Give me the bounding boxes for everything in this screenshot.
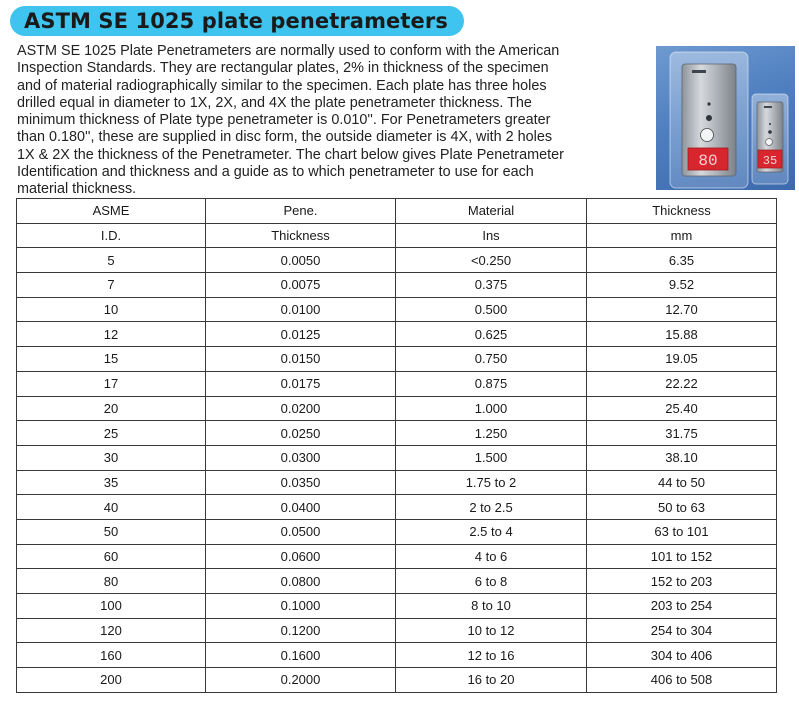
cell-asme-id: 15 bbox=[17, 347, 206, 372]
table-row bbox=[17, 273, 777, 298]
plate-label-small: 35 bbox=[762, 154, 778, 168]
table-row bbox=[17, 618, 777, 643]
table-row bbox=[17, 248, 777, 273]
cell-thickness-mm: 19.05 bbox=[587, 347, 777, 372]
table-row bbox=[17, 594, 777, 619]
plate-label-large: 80 bbox=[698, 152, 718, 170]
cell-pene-thickness: 0.0175 bbox=[206, 371, 396, 396]
table-row bbox=[17, 396, 777, 421]
cell-thickness-mm: 22.22 bbox=[587, 371, 777, 396]
cell-pene-thickness: 0.0150 bbox=[206, 347, 396, 372]
intro-line: 1X & 2X the thickness of the Penetrameter. The chart below gives Plate Penetrameter bbox=[17, 146, 564, 163]
cell-thickness-mm: 15.88 bbox=[587, 322, 777, 347]
cell-material-ins: 8 to 10 bbox=[396, 594, 587, 619]
cell-thickness-mm: 12.70 bbox=[587, 297, 777, 322]
cell-pene-thickness: 0.0050 bbox=[206, 248, 396, 273]
cell-thickness-mm: 63 to 101 bbox=[587, 519, 777, 544]
page-title-banner bbox=[10, 6, 464, 36]
header-cell-material-ins: Material bbox=[396, 199, 587, 224]
cell-material-ins: 2 to 2.5 bbox=[396, 495, 587, 520]
cell-material-ins: 1.500 bbox=[396, 445, 587, 470]
cell-material-ins: 1.75 to 2 bbox=[396, 470, 587, 495]
cell-pene-thickness: 0.1000 bbox=[206, 594, 396, 619]
table-row bbox=[17, 322, 777, 347]
penetrameter-photo bbox=[656, 46, 795, 190]
table-row bbox=[17, 347, 777, 372]
cell-thickness-mm: 152 to 203 bbox=[587, 569, 777, 594]
cell-thickness-mm: 9.52 bbox=[587, 273, 777, 298]
intro-paragraph bbox=[17, 43, 649, 199]
cell-thickness-mm: 50 to 63 bbox=[587, 495, 777, 520]
cell-pene-thickness: 0.0125 bbox=[206, 322, 396, 347]
cell-asme-id: 60 bbox=[17, 544, 206, 569]
intro-line: and of material radiographically similar to the specimen. Each plate has three holes bbox=[17, 77, 547, 94]
header-cell-pene-thickness: Pene. bbox=[206, 199, 396, 224]
cell-pene-thickness: 0.1600 bbox=[206, 643, 396, 668]
table-row bbox=[17, 643, 777, 668]
penetrameter-table bbox=[16, 198, 777, 693]
table-row bbox=[17, 371, 777, 396]
cell-asme-id: 20 bbox=[17, 396, 206, 421]
header-cell-asme-id: ASME bbox=[17, 199, 206, 224]
cell-material-ins: 0.875 bbox=[396, 371, 587, 396]
table-row bbox=[17, 470, 777, 495]
cell-asme-id: 7 bbox=[17, 273, 206, 298]
cell-thickness-mm: 406 to 508 bbox=[587, 668, 777, 693]
table-row bbox=[17, 421, 777, 446]
header-cell-pene-thickness: Thickness bbox=[206, 223, 396, 248]
table-row bbox=[17, 495, 777, 520]
cell-material-ins: 0.750 bbox=[396, 347, 587, 372]
penetrameter-table-container bbox=[16, 198, 776, 693]
cell-material-ins: 10 to 12 bbox=[396, 618, 587, 643]
cell-material-ins: <0.250 bbox=[396, 248, 587, 273]
intro-line: drilled equal in diameter to 1X, 2X, and 4X the plate penetrameter thickness. The bbox=[17, 94, 532, 111]
cell-pene-thickness: 0.0200 bbox=[206, 396, 396, 421]
cell-asme-id: 35 bbox=[17, 470, 206, 495]
cell-thickness-mm: 304 to 406 bbox=[587, 643, 777, 668]
intro-line: Inspection Standards. They are rectangular plates, 2% in thickness of the specimen bbox=[17, 60, 549, 77]
cell-asme-id: 5 bbox=[17, 248, 206, 273]
cell-pene-thickness: 0.0350 bbox=[206, 470, 396, 495]
cell-pene-thickness: 0.0500 bbox=[206, 519, 396, 544]
cell-asme-id: 160 bbox=[17, 643, 206, 668]
cell-material-ins: 4 to 6 bbox=[396, 544, 587, 569]
cell-material-ins: 1.250 bbox=[396, 421, 587, 446]
cell-thickness-mm: 38.10 bbox=[587, 445, 777, 470]
table-row bbox=[17, 297, 777, 322]
table-header-row bbox=[17, 223, 777, 248]
cell-asme-id: 12 bbox=[17, 322, 206, 347]
cell-material-ins: 0.625 bbox=[396, 322, 587, 347]
cell-thickness-mm: 31.75 bbox=[587, 421, 777, 446]
cell-pene-thickness: 0.0600 bbox=[206, 544, 396, 569]
intro-line: ASTM SE 1025 Plate Penetrameters are normally used to conform with the American bbox=[17, 43, 560, 59]
cell-pene-thickness: 0.0100 bbox=[206, 297, 396, 322]
intro-line: material thickness. bbox=[17, 181, 137, 198]
cell-pene-thickness: 0.2000 bbox=[206, 668, 396, 693]
cell-pene-thickness: 0.0800 bbox=[206, 569, 396, 594]
cell-material-ins: 0.500 bbox=[396, 297, 587, 322]
cell-asme-id: 25 bbox=[17, 421, 206, 446]
header-cell-asme-id: I.D. bbox=[17, 223, 206, 248]
cell-material-ins: 2.5 to 4 bbox=[396, 519, 587, 544]
cell-thickness-mm: 254 to 304 bbox=[587, 618, 777, 643]
cell-pene-thickness: 0.0250 bbox=[206, 421, 396, 446]
cell-material-ins: 0.375 bbox=[396, 273, 587, 298]
cell-asme-id: 50 bbox=[17, 519, 206, 544]
table-header-row bbox=[17, 199, 777, 224]
cell-thickness-mm: 203 to 254 bbox=[587, 594, 777, 619]
cell-asme-id: 120 bbox=[17, 618, 206, 643]
cell-pene-thickness: 0.0400 bbox=[206, 495, 396, 520]
cell-asme-id: 40 bbox=[17, 495, 206, 520]
cell-pene-thickness: 0.0075 bbox=[206, 273, 396, 298]
cell-thickness-mm: 44 to 50 bbox=[587, 470, 777, 495]
cell-pene-thickness: 0.1200 bbox=[206, 618, 396, 643]
cell-asme-id: 30 bbox=[17, 445, 206, 470]
header-cell-material-ins: Ins bbox=[396, 223, 587, 248]
intro-line: Identification and thickness and a guide as to which penetrameter to use for each bbox=[17, 164, 534, 181]
table-row bbox=[17, 569, 777, 594]
table-row bbox=[17, 445, 777, 470]
header-cell-thickness-mm: Thickness bbox=[587, 199, 777, 224]
cell-thickness-mm: 101 to 152 bbox=[587, 544, 777, 569]
cell-asme-id: 100 bbox=[17, 594, 206, 619]
cell-asme-id: 17 bbox=[17, 371, 206, 396]
cell-asme-id: 10 bbox=[17, 297, 206, 322]
cell-thickness-mm: 6.35 bbox=[587, 248, 777, 273]
cell-material-ins: 12 to 16 bbox=[396, 643, 587, 668]
cell-material-ins: 1.000 bbox=[396, 396, 587, 421]
penetrameter-illustration bbox=[656, 46, 795, 190]
table-row bbox=[17, 544, 777, 569]
cell-asme-id: 80 bbox=[17, 569, 206, 594]
cell-asme-id: 200 bbox=[17, 668, 206, 693]
table-row bbox=[17, 668, 777, 693]
cell-material-ins: 6 to 8 bbox=[396, 569, 587, 594]
intro-line: minimum thickness of Plate type penetrameter is 0.010''. For Penetrameters greater bbox=[17, 112, 551, 129]
header-cell-thickness-mm: mm bbox=[587, 223, 777, 248]
cell-thickness-mm: 25.40 bbox=[587, 396, 777, 421]
cell-material-ins: 16 to 20 bbox=[396, 668, 587, 693]
intro-line: than 0.180'', these are supplied in disc form, the outside diameter is 4X, with 2 holes bbox=[17, 129, 553, 146]
cell-pene-thickness: 0.0300 bbox=[206, 445, 396, 470]
page-title: ASTM SE 1025 plate penetrameters bbox=[24, 9, 448, 33]
table-row bbox=[17, 519, 777, 544]
